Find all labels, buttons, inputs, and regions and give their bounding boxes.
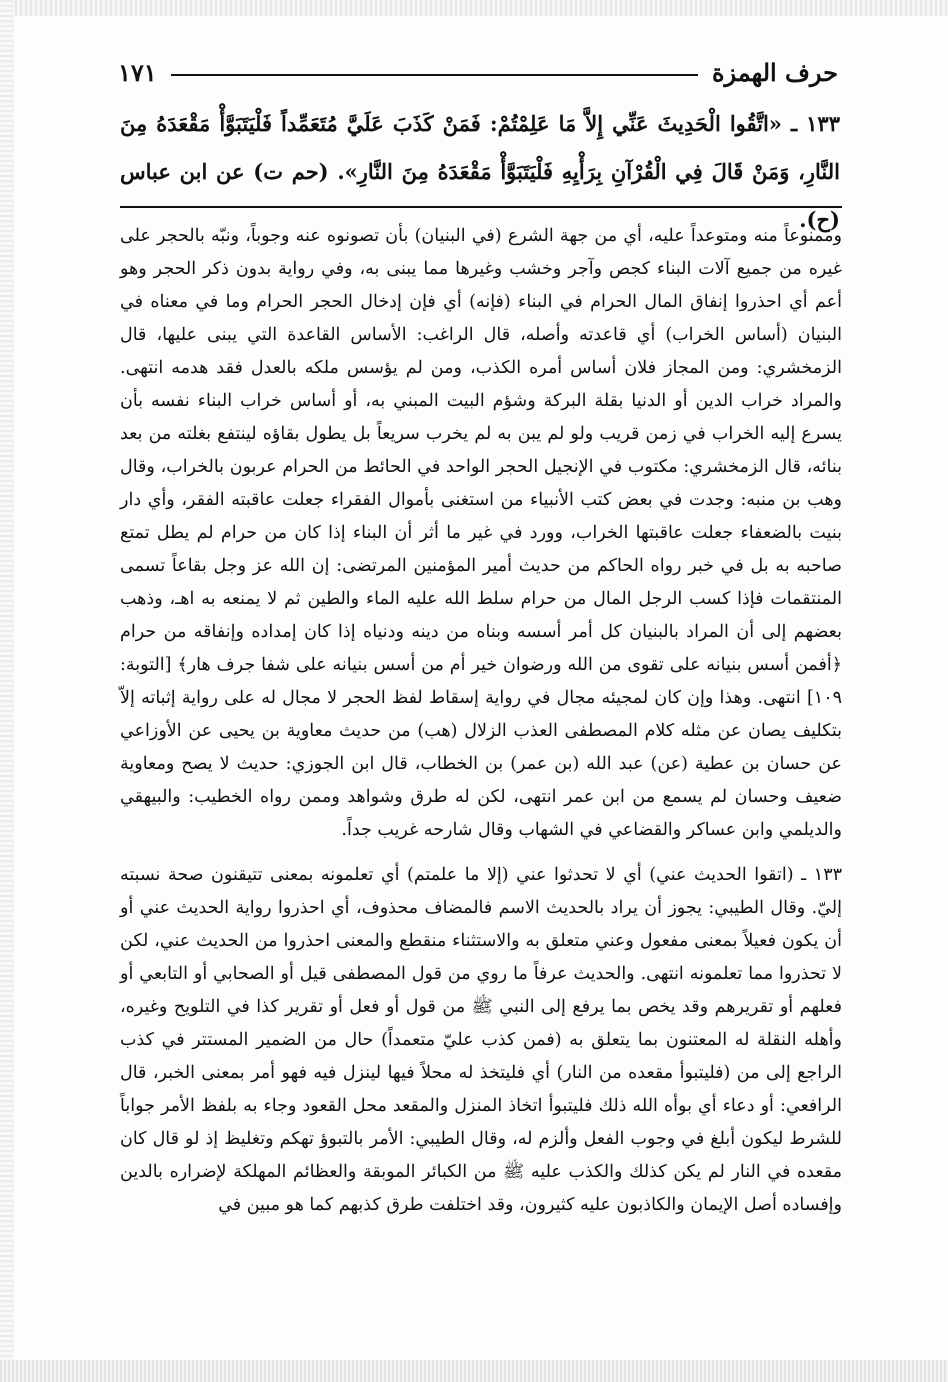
running-header [118, 52, 838, 92]
scan-edge-bottom [0, 1360, 948, 1382]
paragraph-gap [120, 847, 842, 859]
commentary-paragraph-2: ١٣٣ ـ (اتقوا الحديث عني) أي لا تحدثوا عني (إلا ما علمتم) أي تعلمونه بمعنى تتيقنون صحة نسبته إليّ. وقال الطيبي: يجوز أن يراد بالحديث الاسم فالمضاف محذوف، أي احذروا رواية الحديث عني أو أن يكون فعيلاً بمعنى مفعول وعني متعلق به والاستثناء منقطع والمعنى احذروا من الحديث عني، لكن لا تحذروا مما تعلمونه انتهى. والحديث عرفاً ما روي من قول المصطفى قيل أو الصحابي أو التابعي أو فعلهم أو تقريرهم وقد يخص بما يرفع إلى النبي ﷺ من قول أو فعل أو تقرير كذا في التلويح وغيره، وأهله النقلة له المعتنون بما يتعلق به (فمن كذب عليّ متعمداً) حال من الضمير المستتر في كذب الراجع إلى من (فليتبوأ مقعده من النار) أي فليتخذ له محلاً فيها لينزل فيه فهو أمر بمعنى الخبر، قال الرافعي: أو دعاء أي بوأه الله ذلك فليتبوأ اتخاذ المنزل والمقعد محل القعود وجاء به بلفظ الأمر جواباً للشرط ليكون أبلغ في وجوب الفعل وألزم له، وقال الطيبي: الأمر بالتبوؤ تهكم وتغليظ إذ لو قال كان مقعده في النار لم يكن كذلك والكذب عليه ﷺ من الكبائر الموبقة والعظائم المهلكة لإضراره بالدين وإفساده أصل الإيمان والكاذبون عليه كثيرون، وقد اختلفت طرق كذبهم كما هو مبين في [120, 865, 842, 1215]
commentary-paragraph-1: وممنوعاً منه ومتوعداً عليه، أي من جهة الشرع (في البنيان) بأن تصونوه عنه وجوباً، ونبّه بالحجر على غيره من جميع آلات البناء كجص وآجر وخشب وغيرها مما يبنى به، وفي رواية بدون ذكر الحجر وهو أعم أي احذروا إنفاق المال الحرام في البناء (فإنه) أي فإن إدخال الحجر الحرام وما في معناه في البنيان (أساس الخراب) أي قاعدته وأصله، قال الراغب: الأساس القاعدة التي يبنى عليها، قال الزمخشري: ومن المجاز فلان أساس أمره الكذب، ومن لم يؤسس ملكه بالعدل فقد هدمه انتهى. والمراد خراب الدين أو الدنيا بقلة البركة وشؤم البيت المبني به، أو أساس خراب البناء نفسه بأن يسرع إليه الخراب في زمن قريب ولو لم يبن به لم يخرب سريعاً بل يطول بقاؤه لينتفع بغلته من بعد بنائه، قال الزمخشري: مكتوب في الإنجيل الحجر الواحد في الحائط من الحرام عربون بالخراب، وقال وهب بن منبه: وجدت في بعض كتب الأنبياء من استغنى بأموال الفقراء جعلت عاقبته الفقر، وأي دار بنيت بالضعفاء جعلت عاقبتها الخراب، وورد في غير ما أثر أن البناء إذا كان من حرام لم يطل تمتع صاحبه به بل في خبر رواه الحاكم من حديث أمير المؤمنين المرتضى: إن الله عز وجل بقاعاً تسمى المنتقمات فإذا كسب الرجل المال من حرام سلط الله عليه الماء والطين ثم لا يمنعه به اهـ، وذهب بعضهم إلى أن المراد بالبنيان كل أمر أسسه وبناه من دينه ودنياه إذا كان إمداده وإنفاقه من حرام ﴿أفمن أسس بنيانه على تقوى من الله ورضوان خير أم من أسس بنيانه على شفا جرف هار﴾ [التوبة: ١٠٩] انتهى. وهذا وإن كان لمجيئه مجال في رواية إسقاط لفظ الحجر لا مجال له على رواية إثباته إلاّ بتكليف يصان عن مثله كلام المصطفى العذب الزلال (هب) من حديث معاوية بن يحيى عن الأوزاعي عن حسان بن عطية (عن) عبد الله (بن عمر) بن الخطاب، قال ابن الجوزي: حديث لا يصح ومعاوية ضعيف وحسان لم يسمع من ابن عمر انتهى، لكن له طرق وشواهد وممن رواه الخطيب: والبيهقي والديلمي وابن عساكر والقضاعي في الشهاب وقال شارحه غريب جداً. [120, 226, 842, 840]
header-rule [171, 74, 698, 76]
scan-edge-top [0, 0, 948, 16]
commentary [120, 220, 842, 1222]
page-number: ١٧١ [118, 57, 157, 87]
chapter-title: حرف الهمزة [711, 57, 838, 87]
separator-rule [120, 206, 842, 208]
scan-edge-left [0, 0, 14, 1382]
hadith-text: ١٣٣ ـ «اتَّقُوا الْحَدِيثَ عَنِّي إِلاَّ مَا عَلِمْتُمْ: فَمَنْ كَذَبَ عَلَيَّ مُتَعَمِّداً فَلْيَتَبَوَّأْ مَقْعَدَهُ مِنَ النَّارِ، وَمَنْ قَالَ فِي الْقُرْآنِ بِرَأْيِهِ فَلْيَتَبَوَّأْ مَقْعَدَهُ مِنَ النَّارِ». (حم ت) عن ابن عباس (ح). [120, 111, 840, 232]
